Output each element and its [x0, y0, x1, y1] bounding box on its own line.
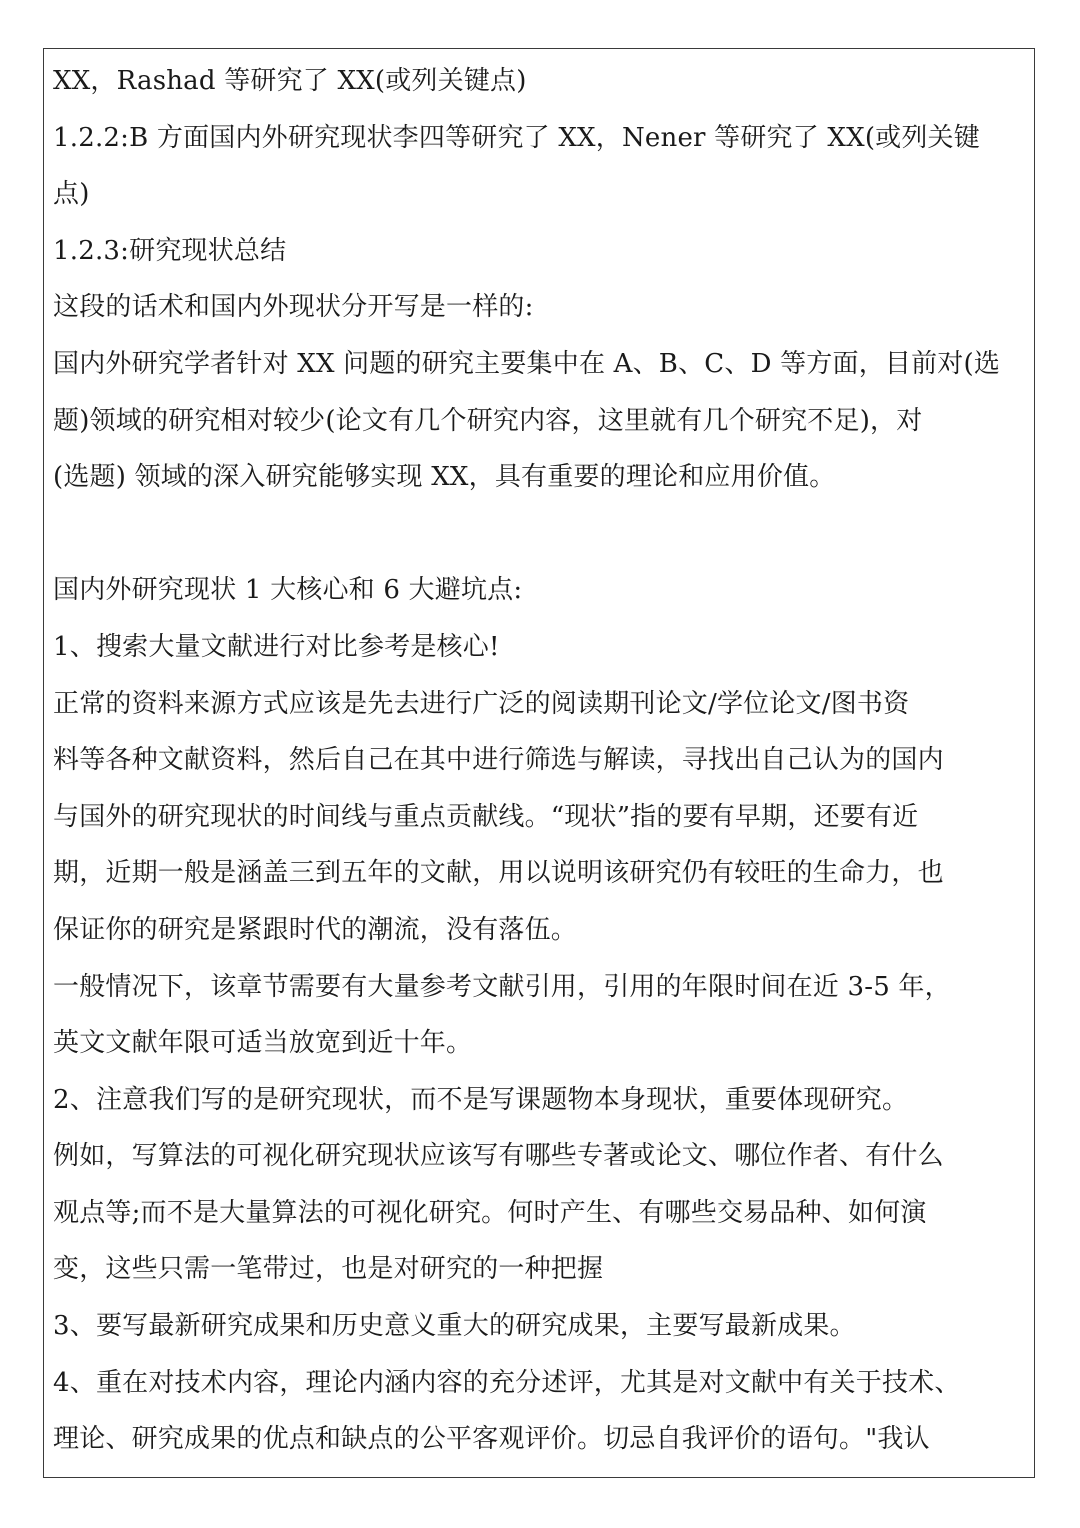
text-line: 期，近期一般是涵盖三到五年的文献，用以说明该研究仍有较旺的生命力，也 — [53, 858, 944, 889]
text-line: 与国外的研究现状的时间线与重点贡献线。“现状”指的要有早期，还要有近 — [53, 801, 919, 832]
text-line: 料等各种文献资料，然后自己在其中进行筛选与解读，寻找出自己认为的国内 — [53, 745, 944, 776]
text-line: XX，Rashad 等研究了 XX(或列关键点) — [53, 66, 527, 96]
text-line: 题)领域的研究相对较少(论文有几个研究内容，这里就有几个研究不足)，对 — [53, 405, 923, 436]
text-line: 观点等;而不是大量算法的可视化研究。何时产生、有哪些交易品种、如何演 — [53, 1197, 927, 1228]
text-line: 理论、研究成果的优点和缺点的公平客观评价。切忌自我评价的语句。"我认 — [53, 1424, 930, 1455]
document-frame — [43, 48, 1035, 1478]
list-item-heading: 4、重在对技术内容，理论内涵内容的充分述评，尤其是对文献中有关于技术、 — [53, 1367, 961, 1398]
list-item-heading: 3、要写最新研究成果和历史意义重大的研究成果，主要写最新成果。 — [53, 1311, 856, 1342]
text-line: 这段的话术和国内外现状分开写是一样的: — [53, 292, 534, 323]
list-item-heading: 2、注意我们写的是研究现状，而不是写课题物本身现状，重要体现研究。 — [53, 1084, 909, 1115]
blank-line — [53, 506, 1028, 563]
text-line: 保证你的研究是紧跟时代的潮流，没有落伍。 — [53, 914, 578, 945]
text-line: 英文文献年限可适当放宽到近十年。 — [53, 1028, 473, 1059]
text-line: 点) — [53, 179, 90, 210]
document-body — [53, 53, 1028, 1468]
text-line: 变，这些只需一笔带过，也是对研究的一种把握 — [53, 1254, 604, 1285]
section-heading: 1.2.3:研究现状总结 — [53, 235, 287, 266]
text-line: 例如，写算法的可视化研究现状应该写有哪些专著或论文、哪位作者、有什么 — [53, 1141, 944, 1172]
list-item-heading: 1、搜索大量文献进行对比参考是核心! — [53, 631, 500, 662]
text-line: (选题) 领域的深入研究能够实现 XX，具有重要的理论和应用价值。 — [53, 462, 836, 493]
text-line: 一般情况下，该章节需要有大量参考文献引用，引用的年限时间在近 3-5 年， — [53, 971, 951, 1002]
section-heading: 国内外研究现状 1 大核心和 6 大避坑点: — [53, 575, 523, 606]
text-line: 国内外研究学者针对 XX 问题的研究主要集中在 A、B、C、D 等方面，目前对(选 — [53, 348, 1001, 379]
text-line: 1.2.2:B 方面国内外研究现状李四等研究了 XX，Nener 等研究了 XX(或列关键 — [53, 122, 980, 153]
text-line: 正常的资料来源方式应该是先去进行广泛的阅读期刊论文/学位论文/图书资 — [53, 688, 910, 719]
